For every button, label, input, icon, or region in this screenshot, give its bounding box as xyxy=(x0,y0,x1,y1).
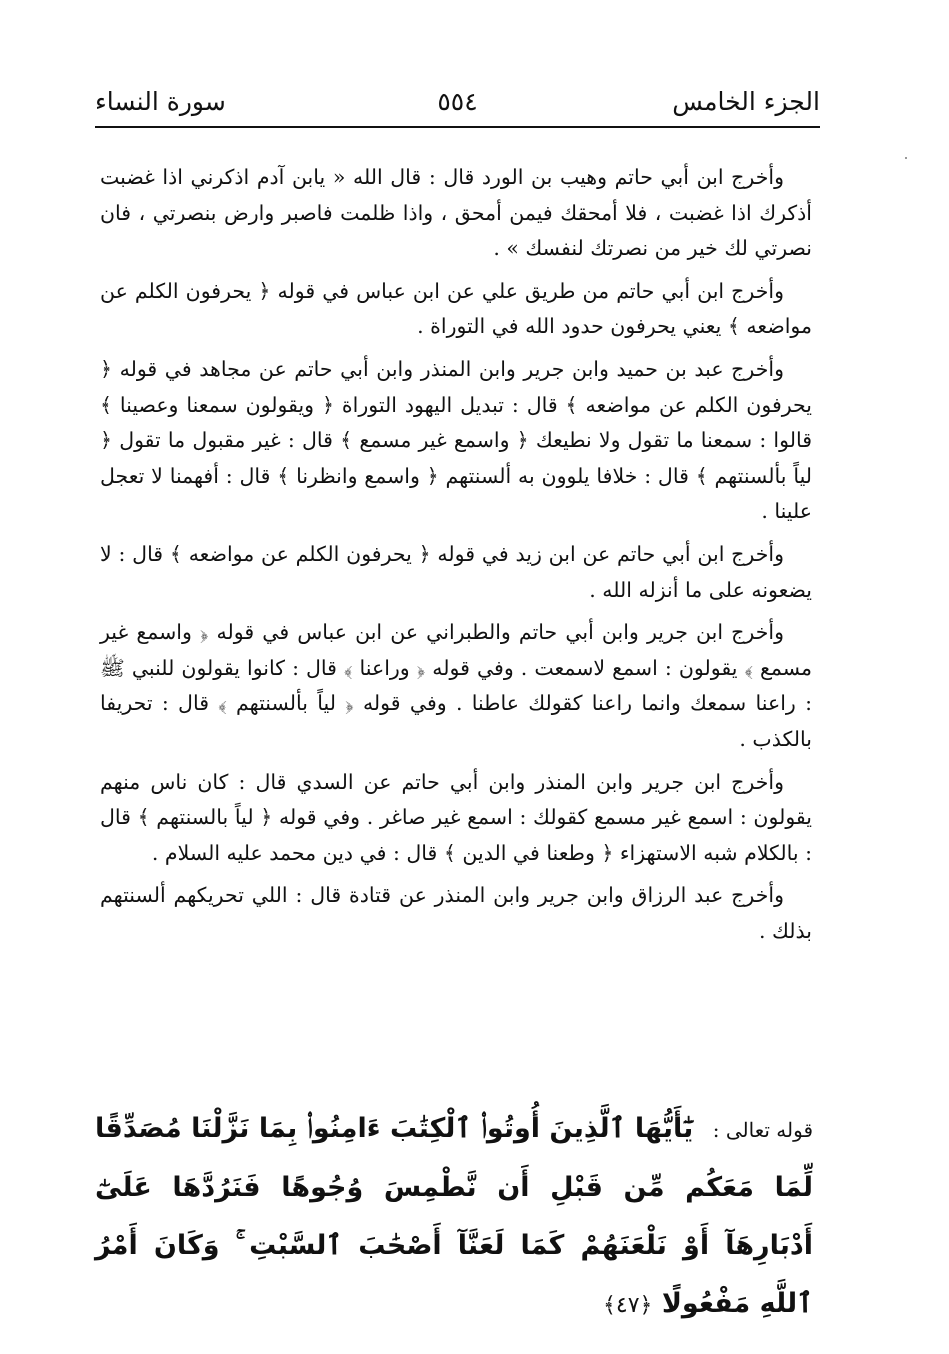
paragraph: وأخرج ابن أبي حاتم وهيب بن الورد قال : قال الله « يابن آدم اذكرني اذا غضبت أذكرك اذا غضبت ، فلا أمحقك فيمن أمحق ، واذا ظلمت فاصبر وارض بنصرتي ، فان نصرتي لك خير من نصرتك لنفسك » . xyxy=(100,165,812,261)
verse-text: يَٰٓأَيُّهَا ٱلَّذِينَ أُوتُوا۟ ٱلْكِتَٰبَ ءَامِنُوا۟ بِمَا نَزَّلْنَا مُصَدِّقًا لِّمَا مَعَكُم مِّن قَبْلِ أَن نَّطْمِسَ وُجُوهًا فَنَرُدَّهَا عَلَىٰٓ أَدْبَارِهَآ أَوْ نَلْعَنَهُمْ كَمَا لَعَنَّآ أَصْحَٰبَ ٱلسَّبْتِ ۚ وَكَانَ أَمْرُ ٱللَّهِ مَفْعُولًا xyxy=(95,1113,813,1319)
page-number: ٥٥٤ xyxy=(437,87,478,116)
paragraph: وأخرج عبد الرزاق وابن جرير وابن المنذر عن قتادة قال : اللي تحريكهم ألسنتهم بذلك . xyxy=(100,883,812,943)
header-rule xyxy=(95,126,820,128)
verse-intro: قوله تعالى : xyxy=(712,1118,814,1142)
commentary-body xyxy=(100,160,812,956)
running-header xyxy=(95,80,820,124)
surah-title: سورة النساء xyxy=(95,87,226,116)
quran-verse xyxy=(95,1100,813,1335)
margin-speck xyxy=(905,157,907,159)
paragraph: وأخرج ابن جرير وابن أبي حاتم والطبراني عن ابن عباس في قوله ﴿ واسمع غير مسمع ﴾ يقولون : اسمع لاسمعت . وفي قوله ﴿ وراعنا ﴾ قال : كانوا يقولون للنبي ﷺ : راعنا سمعك وانما راعنا كقولك عاطنا . وفي قوله ﴿ لياً بألسنتهم ﴾ قال : تحريفا بالكذب . xyxy=(100,620,812,751)
juz-title: الجزء الخامس xyxy=(672,87,820,116)
paragraph: وأخرج ابن أبي حاتم من طريق علي عن ابن عباس في قوله ﴿ يحرفون الكلم عن مواضعه ﴾ يعني يحرفون حدود الله في التوراة . xyxy=(100,278,812,339)
paragraph: وأخرج عبد بن حميد وابن جرير وابن المنذر وابن أبي حاتم عن مجاهد في قوله ﴿ يحرفون الكلم عن مواضعه ﴾ قال : تبديل اليهود التوراة ﴿ ويقولون سمعنا وعصينا ﴾ قالوا : سمعنا ما تقول ولا نطيعك ﴿ واسمع غير مسمع ﴾ قال : غير مقبول ما تقول ﴿ لياً بألسنتهم ﴾ قال : خلافا يلوون به ألسنتهم ﴿ واسمع وانظرنا ﴾ قال : أفهمنا لا تعجل علينا . xyxy=(100,356,812,524)
paragraph: وأخرج ابن جرير وابن المنذر وابن أبي حاتم عن السدي قال : كان ناس منهم يقولون : اسمع غير مسمع كقولك : اسمع غير صاغر . وفي قوله ﴿ لياً بالسنتهم ﴾ قال : بالكلام شبه الاستهزاء ﴿ وطعنا في الدين ﴾ قال : في دين محمد عليه السلام . xyxy=(100,769,812,865)
paragraph: وأخرج ابن أبي حاتم عن ابن زيد في قوله ﴿ يحرفون الكلم عن مواضعه ﴾ قال : لا يضعونه على ما أنزله الله . xyxy=(100,541,812,602)
verse-end-marker: ﴿٤٧﴾ xyxy=(602,1293,653,1318)
